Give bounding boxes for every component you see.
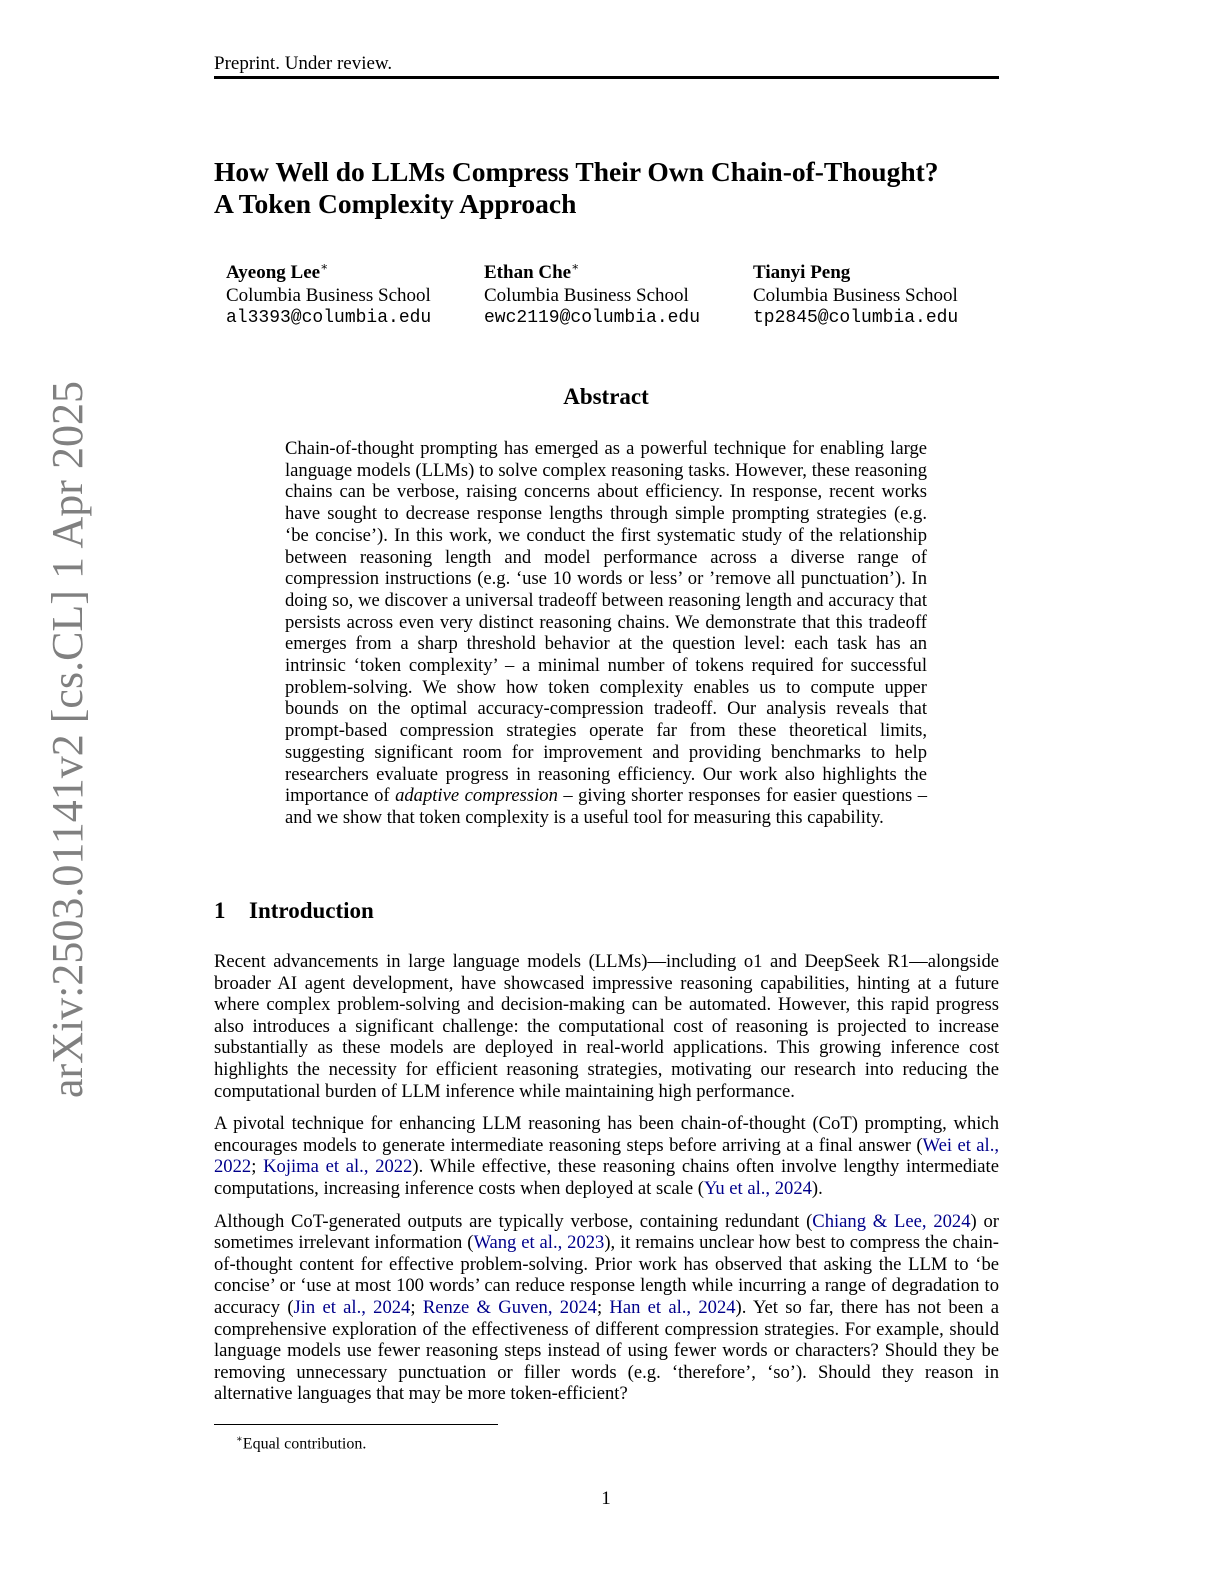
text-run: ), it remains unclear how best to compress the chain-of-thought content for effective problem-solving. Prior work has observed that asking the LLM to ‘be concise’ or ‘use at most 100 words’ can reduce response length while incurring a range of degradation to accuracy ( [214,1232,999,1318]
arxiv-stamp: arXiv:2503.01141v2 [cs.CL] 1 Apr 2025 [43,381,92,1098]
citation-link[interactable]: Yu et al., 2024 [703,1177,812,1199]
page-header: Preprint. Under review. [214,53,393,74]
text-run: ). Yet so far, there has not been a comprehensive exploration of the effectiveness of different compression strategies. For example, should language models use fewer reasoning steps instead of using fewer words or characters? Should they be removing unnecessary punctuation or filler words (e.g. ‘therefore’, ‘so’). Should they reason in alternative languages that may be more token-efficient? [214,1296,999,1405]
section-number: 1 [214,898,226,923]
text-run: Although CoT-generated outputs are typically verbose, containing redundant ( [214,1210,813,1232]
equal-contribution-mark: ∗ [320,259,329,274]
author-email[interactable]: tp2845@columbia.edu [753,308,959,328]
page-number: 1 [601,1488,611,1509]
section-title: Introduction [249,898,374,923]
author-name: Ayeong Lee [226,262,321,283]
section-body [214,951,999,1416]
footnote-mark: ∗ [236,1434,243,1445]
citation-link[interactable]: Wei et al., 2022 [214,1134,999,1178]
text-run: A pivotal technique for enhancing LLM reasoning has been chain-of-thought (CoT) prompting, which encourages models to generate intermediate reasoning steps before arriving at a final answer ( [214,1113,999,1156]
header-rule [214,76,999,79]
paper-title [214,156,1014,220]
abstract-text-part: Chain-of-thought prompting has emerged as a powerful technique for enabling large language models (LLMs) to solve complex reasoning tasks. However, these reasoning chains can be verbose, raising concerns about efficiency. In response, recent works have sought to decrease response lengths through simple prompting strategies (e.g. ‘be concise’). In this work, we conduct the first systematic study of the relationship between reasoning length and model performance across a diverse range of compression instructions (e.g. ‘use 10 words or less’ or ’remove all punctuation’). In doing so, we discover a universal tradeoff between reasoning length and accuracy that persists across even very distinct reasoning chains. We demonstrate that this tradeoff emerges from a sharp threshold behavior at the question level: each task has an intrinsic ‘token complexity’ – a minimal number of tokens required for successful problem-solving. We show how token complexity enables us to compute upper bounds on the optimal accuracy-compression tradeoff. Our analysis reveals that prompt-based compression strategies operate far from these theoretical limits, suggesting significant room for improvement and providing benchmarks to help researchers evaluate progress in reasoning efficiency. Our work also highlights the importance of [285,438,927,807]
text-run: ) or sometimes irrelevant information ( [214,1210,999,1254]
citation-link[interactable]: Renze & Guven, 2024 [422,1296,597,1318]
citation-link[interactable]: Chiang & Lee, 2024 [812,1210,971,1232]
author-affiliation: Columbia Business School [753,284,958,306]
text-run: ; [596,1296,610,1318]
author-name: Ethan Che [484,262,572,283]
paragraph: Recent advancements in large language models (LLMs)—including o1 and DeepSeek R1—alongside broader AI agent development, have showcased impressive reasoning capabilities, hinting at a future where complex problem-solving and decision-making can be automated. However, this rapid progress also introduces a significant challenge: the computational cost of reasoning is projected to increase substantially as these models are deployed in real-world applications. This growing inference cost highlights the necessity for efficient reasoning strategies, motivating our research into reducing the computational burden of LLM inference while maintaining high performance. [214,951,999,1102]
citation-link[interactable]: Jin et al., 2024 [293,1296,411,1318]
author-name: Tianyi Peng [753,262,851,283]
text-run: ). While effective, these reasoning chains often involve lengthy intermediate computations, increasing inference costs when deployed at scale ( [214,1156,999,1199]
author-block [226,259,432,330]
author-affiliation: Columbia Business School [226,284,431,306]
author-email[interactable]: al3393@columbia.edu [226,308,432,328]
footnote-text: Equal contribution. [242,1435,367,1453]
text-run: ). [811,1177,823,1199]
footnote-rule [214,1424,498,1425]
author-affiliation: Columbia Business School [484,284,689,306]
paragraph [214,1211,999,1405]
title-line-2: A Token Complexity Approach [214,188,577,219]
citation-link[interactable]: Wang et al., 2023 [473,1232,605,1254]
text-run: ; [410,1296,423,1318]
author-block [484,259,701,330]
section-heading [214,897,374,925]
author-block [753,262,958,330]
abstract-emphasis: adaptive compression [395,785,558,807]
abstract-heading: Abstract [563,384,649,409]
citation-link[interactable]: Kojima et al., 2022 [263,1156,413,1178]
equal-contribution-mark: ∗ [571,259,580,274]
abstract-text [285,438,927,829]
title-line-1: How Well do LLMs Compress Their Own Chain-of-Thought? [214,156,939,187]
author-email[interactable]: ewc2119@columbia.edu [484,308,701,328]
citation-link[interactable]: Han et al., 2024 [609,1296,736,1318]
abstract-text-part: – giving shorter responses for easier questions – and we show that token complexity is a useful tool for measuring this capability. [285,785,927,828]
text-run: ; [251,1156,264,1178]
paragraph [214,1113,999,1199]
footnote [236,1430,366,1454]
